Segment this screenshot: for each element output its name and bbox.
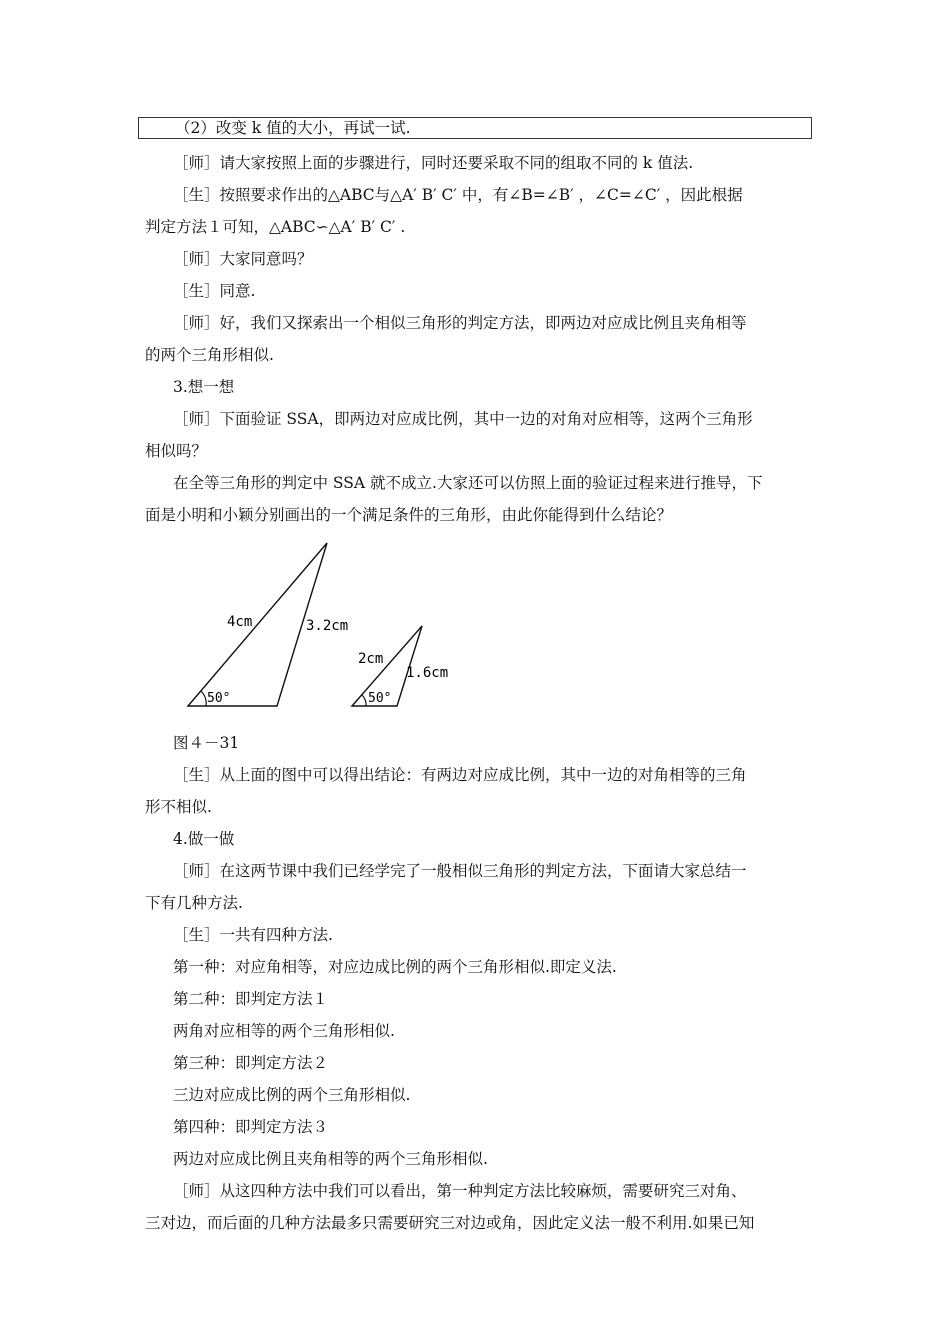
figure-caption: 图４－31 — [173, 734, 240, 752]
paragraph-line: 下有几种方法. — [145, 894, 243, 912]
small-side-a-label: 2cm — [358, 651, 384, 667]
paragraph-line: ［师］下面验证 SSA，即两边对应成比例，其中一边的对角对应相等，这两个三角形 — [173, 410, 753, 428]
paragraph-line: 形不相似. — [145, 798, 212, 816]
box-text: （2）改变 k 值的大小，再试一试. — [175, 119, 411, 137]
paragraph-line: 第四种：即判定方法３ — [173, 1118, 329, 1136]
paragraph-line: 两角对应相等的两个三角形相似. — [173, 1022, 395, 1040]
paragraph-line: 两边对应成比例且夹角相等的两个三角形相似. — [173, 1150, 488, 1168]
large-angle-arc — [201, 691, 206, 706]
small-angle-arc — [362, 695, 366, 706]
paragraph-line: ［师］在这两节课中我们已经学完了一般相似三角形的判定方法，下面请大家总结一 — [173, 862, 747, 880]
paragraph-line: ［师］大家同意吗？ — [173, 250, 313, 268]
paragraph-line: ［师］请大家按照上面的步骤进行，同时还要采取不同的组取不同的 k 值法. — [173, 154, 694, 172]
instruction-box — [138, 117, 812, 139]
paragraph-line: ［师］从这四种方法中我们可以看出，第一种判定方法比较麻烦，需要研究三对角、 — [173, 1182, 747, 1200]
paragraph-line: 在全等三角形的判定中 SSA 就不成立.大家还可以仿照上面的验证过程来进行推导，下 — [173, 474, 763, 492]
paragraph-line: 第一种：对应角相等，对应边成比例的两个三角形相似.即定义法. — [173, 958, 617, 976]
paragraph-line: 第三种：即判定方法２ — [173, 1054, 329, 1072]
section-heading: 4.做一做 — [173, 830, 235, 848]
paragraph-line: 第二种：即判定方法１ — [173, 990, 329, 1008]
large-side-a-label: 4cm — [227, 614, 253, 630]
small-side-b-label: 1.6cm — [406, 665, 449, 681]
paragraph-line: 的两个三角形相似. — [145, 346, 274, 364]
large-side-b-label: 3.2cm — [306, 618, 349, 634]
paragraph-line: ［师］好，我们又探索出一个相似三角形的判定方法，即两边对应成比例且夹角相等 — [173, 314, 747, 332]
paragraph-line: 三对边，而后面的几种方法最多只需要研究三对边或角，因此定义法一般不利用.如果已知 — [145, 1214, 755, 1232]
paragraph-line: ［生］一共有四种方法. — [173, 926, 333, 944]
section-heading: 3.想一想 — [173, 378, 235, 396]
paragraph-line: ［生］同意. — [173, 282, 256, 300]
paragraph-line: 相似吗？ — [145, 442, 208, 460]
paragraph-line: 三边对应成比例的两个三角形相似. — [173, 1086, 411, 1104]
large-angle-label: 50° — [207, 691, 231, 706]
paragraph-line: 面是小明和小颖分别画出的一个满足条件的三角形，由此你能得到什么结论？ — [145, 506, 673, 524]
triangle-figure — [180, 538, 480, 718]
paragraph-line: 判定方法１可知，△ABC∽△A′ B′ C′ . — [145, 218, 406, 236]
paragraph-line: ［生］从上面的图中可以得出结论：有两边对应成比例，其中一边的对角相等的三角 — [173, 766, 747, 784]
small-angle-label: 50° — [368, 691, 392, 706]
paragraph-line: ［生］按照要求作出的△ABC与△A′ B′ C′ 中，有∠B=∠B′ ，∠C=∠C′ ，因此根据 — [173, 186, 743, 204]
